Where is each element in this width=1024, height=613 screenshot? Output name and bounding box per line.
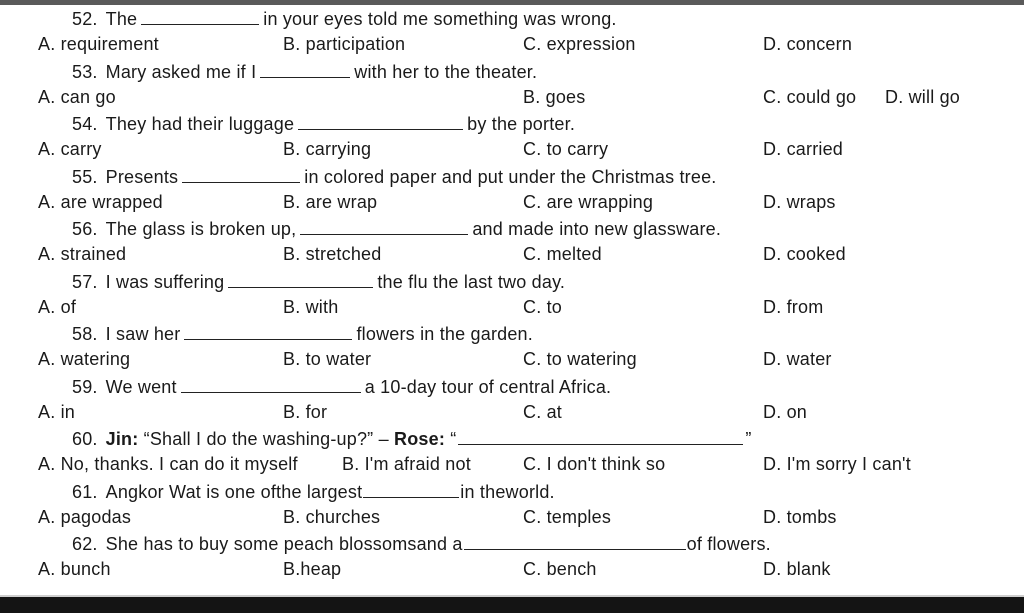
option-a: A. carry <box>38 139 102 159</box>
question-text <box>72 375 611 399</box>
option-d: D. blank <box>763 559 831 579</box>
question-55 <box>0 163 1024 216</box>
option-b: B. are wrap <box>283 191 378 212</box>
question-text <box>72 322 533 346</box>
option-c: C. temples <box>523 506 612 527</box>
option-c: C. bench <box>523 559 597 579</box>
open-quote: “ <box>450 429 457 449</box>
answer-blank <box>300 220 468 235</box>
option-c: C. to carry <box>523 139 609 159</box>
speaker-jin: Jin: <box>105 429 139 449</box>
question-61 <box>0 478 1024 531</box>
question-text <box>72 480 555 504</box>
option-b: B. goes <box>523 86 586 107</box>
question-stem-after: with her to the theater. <box>354 61 538 82</box>
option-d: D. cooked <box>763 244 846 264</box>
question-text <box>72 427 752 451</box>
answer-blank <box>184 325 352 340</box>
question-stem-before: They had their luggage <box>105 114 295 134</box>
option-a: A. can go <box>38 86 116 107</box>
question-stem-after: of flowers. <box>686 534 771 554</box>
option-a: A. of <box>38 296 77 317</box>
question-number: 54. <box>72 114 98 134</box>
bottom-border <box>0 597 1024 613</box>
option-c: C. melted <box>523 244 602 264</box>
option-d: D. water <box>763 349 832 369</box>
question-stem-before: Mary asked me if I <box>105 61 257 82</box>
question-stem-before: She has to buy some peach blossomsand a <box>105 534 463 554</box>
close-quote: ” <box>745 429 752 449</box>
dialogue-line: “Shall I do the washing-up?” – <box>143 429 389 449</box>
question-52 <box>0 5 1024 58</box>
option-d: D. tombs <box>763 506 837 527</box>
question-number: 61. <box>72 481 98 502</box>
option-c: C. I don't think so <box>523 454 666 474</box>
option-b: B. participation <box>283 34 406 54</box>
question-stem-after: flowers in the garden. <box>356 324 533 344</box>
option-b: B. churches <box>283 506 381 527</box>
question-number: 57. <box>72 271 98 292</box>
question-stem-before: Angkor Wat is one ofthe largest <box>105 481 363 502</box>
question-number: 60. <box>72 429 98 449</box>
question-stem-before: We went <box>105 376 177 397</box>
option-b: B. I'm afraid not <box>342 454 471 474</box>
question-text <box>72 165 717 189</box>
answer-blank <box>141 10 259 25</box>
question-number: 52. <box>72 9 98 29</box>
question-stem-after: by the porter. <box>467 114 576 134</box>
question-stem-after: a 10-day tour of central Africa. <box>364 376 612 397</box>
option-a: A. watering <box>38 349 131 369</box>
option-a: A. No, thanks. I can do it myself <box>38 454 298 474</box>
option-d: D. will go <box>885 86 961 107</box>
question-58 <box>0 320 1024 373</box>
option-c: C. to watering <box>523 349 637 369</box>
question-stem-after: in your eyes told me something was wrong. <box>263 9 617 29</box>
question-stem-after: and made into new glassware. <box>472 219 722 239</box>
option-d: D. concern <box>763 34 853 54</box>
question-stem-before: The <box>105 9 138 29</box>
option-b: B. to water <box>283 349 372 369</box>
speaker-rose: Rose: <box>394 429 446 449</box>
answer-blank <box>182 168 300 183</box>
question-text <box>72 112 575 136</box>
question-text <box>72 7 617 31</box>
option-b: B. for <box>283 401 328 422</box>
answer-blank <box>298 115 463 130</box>
question-62 <box>0 530 1024 583</box>
option-b: B. with <box>283 296 339 317</box>
question-number: 59. <box>72 376 98 397</box>
answer-blank <box>464 535 686 550</box>
option-a: A. are wrapped <box>38 191 163 212</box>
question-number: 53. <box>72 61 98 82</box>
question-stem-before: I saw her <box>105 324 181 344</box>
question-stem-after: in colored paper and put under the Christmas tree. <box>304 166 717 187</box>
option-c: C. are wrapping <box>523 191 654 212</box>
question-stem-after: the flu the last two day. <box>377 271 566 292</box>
option-d: D. I'm sorry I can't <box>763 454 911 474</box>
question-text <box>72 532 771 556</box>
option-d: D. carried <box>763 139 844 159</box>
worksheet <box>0 5 1024 583</box>
option-a: A. pagodas <box>38 506 132 527</box>
option-b: B. stretched <box>283 244 382 264</box>
option-d: D. on <box>763 401 808 422</box>
question-text <box>72 270 565 294</box>
option-a: A. bunch <box>38 559 111 579</box>
option-b: B. carrying <box>283 139 372 159</box>
option-c: C. at <box>523 401 563 422</box>
question-stem-before: Presents <box>105 166 179 187</box>
question-stem-before: The glass is broken up, <box>105 219 297 239</box>
option-b: B.heap <box>283 559 342 579</box>
answer-blank <box>181 378 361 393</box>
question-number: 56. <box>72 219 98 239</box>
question-stem-before: I was suffering <box>105 271 225 292</box>
question-number: 55. <box>72 166 98 187</box>
question-60 <box>0 425 1024 478</box>
question-stem-after: in theworld. <box>460 481 555 502</box>
answer-blank <box>363 483 459 498</box>
option-a: A. requirement <box>38 34 159 54</box>
question-text <box>72 217 721 241</box>
question-56 <box>0 215 1024 268</box>
question-53 <box>0 58 1024 111</box>
option-c: C. could go <box>763 86 857 107</box>
option-a: A. in <box>38 401 76 422</box>
answer-blank <box>260 63 350 78</box>
question-number: 62. <box>72 534 98 554</box>
answer-blank <box>228 273 373 288</box>
answer-blank <box>458 430 743 445</box>
question-57 <box>0 268 1024 321</box>
question-54 <box>0 110 1024 163</box>
option-a: A. strained <box>38 244 127 264</box>
option-d: D. wraps <box>763 191 836 212</box>
option-d: D. from <box>763 296 824 317</box>
option-c: C. to <box>523 296 563 317</box>
option-c: C. expression <box>523 34 636 54</box>
question-number: 58. <box>72 324 98 344</box>
question-text <box>72 60 537 84</box>
question-59 <box>0 373 1024 426</box>
